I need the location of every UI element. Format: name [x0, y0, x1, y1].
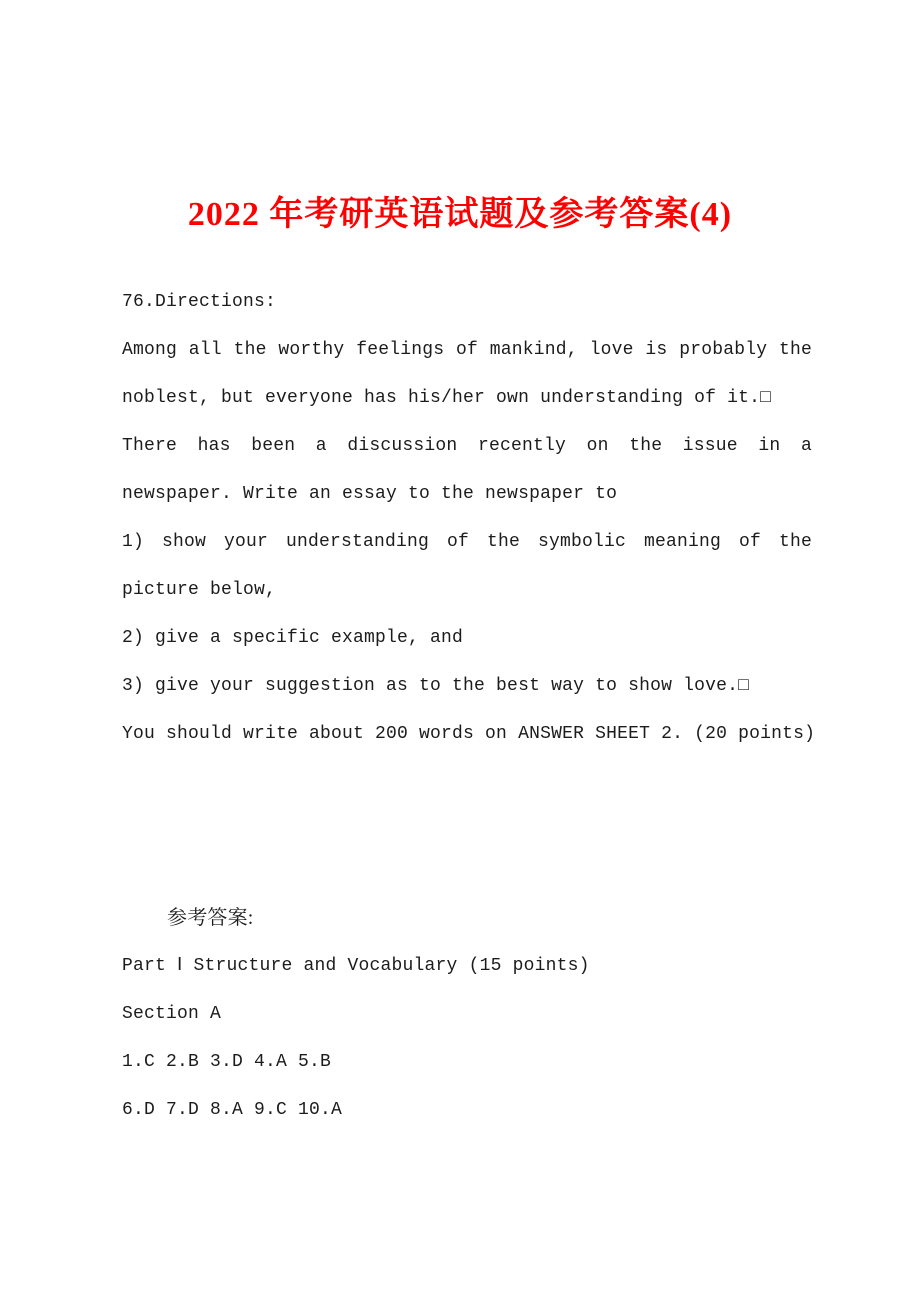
answer-key-line: 6.D 7.D 8.A 9.C 10.A: [122, 1100, 343, 1120]
directions-section: [122, 278, 816, 758]
directions-line: There has been a discussion recently on the issue in a: [122, 436, 812, 456]
page-title: 2022 年考研英语试题及参考答案(4): [187, 196, 733, 233]
directions-line: You should write about 200 words on ANSWER SHEET 2. (20 points): [122, 724, 816, 744]
directions-line: 3) give your suggestion as to the best way to show love.□: [122, 676, 750, 696]
answer-key-part-title: Part Ⅰ Structure and Vocabulary (15 points): [122, 956, 590, 976]
answer-key-line: 1.C 2.B 3.D 4.A 5.B: [122, 1052, 332, 1072]
answer-key-heading: 参考答案:: [167, 907, 254, 929]
directions-line: newspaper. Write an essay to the newspaper to: [122, 484, 618, 504]
directions-line: picture below,: [122, 580, 277, 600]
document-page: [0, 192, 920, 1302]
answer-key-section: [122, 894, 812, 1134]
directions-line: 1) show your understanding of the symbolic meaning of the: [122, 532, 812, 552]
directions-heading: 76.Directions:: [122, 292, 277, 312]
answer-key-section-title: Section A: [122, 1004, 222, 1024]
directions-line: Among all the worthy feelings of mankind, love is probably the: [122, 340, 812, 360]
section-spacer: [0, 758, 920, 894]
directions-line: noblest, but everyone has his/her own understanding of it.□: [122, 388, 772, 408]
directions-line: 2) give a specific example, and: [122, 628, 464, 648]
